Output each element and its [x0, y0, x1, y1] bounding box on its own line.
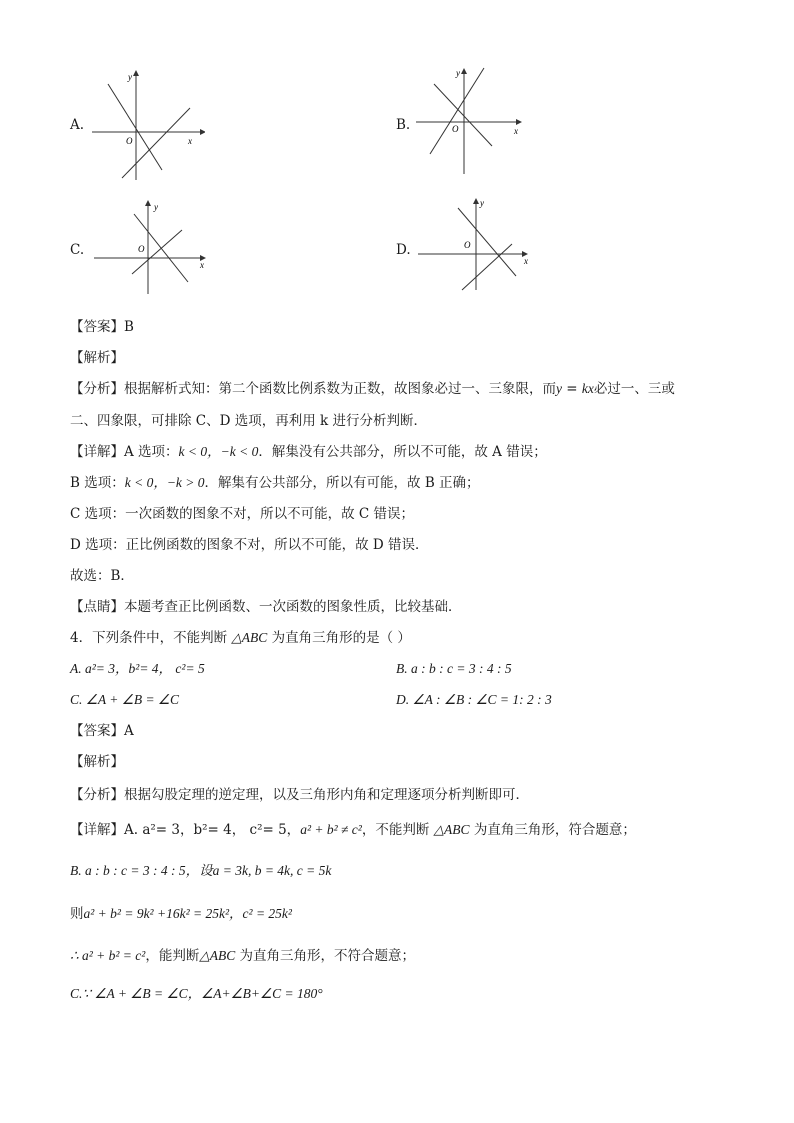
q4-option-b: B. a : b : c = 3 : 4 : 5: [396, 661, 512, 676]
q3-fenxi-line1: 【分析】根据解析式知：第二个函数比例系数为正数，故图象必过一、三象限，而y = kx必过一、三或: [70, 381, 675, 397]
axis-y-label: y: [128, 72, 132, 82]
q4-option-d: D. ∠A : ∠B : ∠C = 1: 2 : 3: [396, 692, 552, 707]
q4-detail-b3: ∴ a² + b² = c²，能判断△ABC 为直角三角形，不符合题意；: [70, 948, 416, 964]
graph-c: [92, 198, 212, 298]
origin-label: O: [464, 240, 471, 250]
q4-detail-b2: 则a² + b² = 9k² +16k² = 25k²，c² = 25k²: [70, 906, 292, 922]
axis-x-label: x: [524, 256, 528, 266]
q4-detail-a: 【详解】A. a²= 3，b²= 4， c²= 5，a² + b² ≠ c²，不能判断 △ABC 为直角三角形，符合题意；: [70, 822, 636, 838]
q4-stem: 4．下列条件中，不能判断 △ABC 为直角三角形的是（ ）: [70, 630, 411, 646]
q3-fenxi-line2: 二、四象限，可排除 C、D 选项，再利用 k 进行分析判断．: [70, 413, 427, 429]
axis-y-label: y: [154, 202, 158, 212]
q4-fenxi: 【分析】根据勾股定理的逆定理，以及三角形内角和定理逐项分析判断即可．: [70, 787, 529, 803]
q3-comment: 【点睛】本题考查正比例函数、一次函数的图象性质，比较基础．: [70, 599, 462, 615]
q3-detail-a: 【详解】A 选项：k < 0，−k < 0．解集没有公共部分，所以不可能，故 A 错误；: [70, 444, 547, 460]
axis-x-label: x: [514, 126, 518, 136]
q4-analysis-heading: 【解析】: [70, 754, 124, 770]
option-a-label: A.: [70, 117, 85, 133]
q3-answer: 【答案】B: [70, 319, 134, 335]
axis-y-label: y: [456, 68, 460, 78]
q4-detail-c: C.∵ ∠A + ∠B = ∠C，∠A+∠B+∠C = 180°: [70, 986, 323, 1001]
origin-label: O: [452, 124, 459, 134]
graph-a: [90, 70, 205, 185]
axis-x-label: x: [200, 260, 204, 270]
q4-option-c: C. ∠A + ∠B = ∠C: [70, 692, 180, 707]
q4-detail-b1: B. a : b : c = 3 : 4 : 5，设a = 3k, b = 4k, c = 5k: [70, 863, 332, 878]
graph-d: [416, 196, 534, 296]
option-d-label: D.: [396, 242, 411, 258]
axis-y-label: y: [480, 198, 484, 208]
option-b-label: B.: [396, 117, 411, 133]
graph-b: [412, 62, 527, 177]
q4-answer: 【答案】A: [70, 723, 134, 739]
origin-label: O: [138, 244, 145, 254]
q3-choice: 故选：B．: [70, 568, 134, 584]
option-c-label: C.: [70, 242, 85, 258]
origin-label: O: [126, 136, 133, 146]
q3-detail-d: D 选项：正比例函数的图象不对，所以不可能，故 D 错误．: [70, 537, 429, 553]
q3-detail-c: C 选项：一次函数的图象不对，所以不可能，故 C 错误；: [70, 506, 415, 522]
q3-detail-b: B 选项：k < 0，−k > 0．解集有公共部分，所以有可能，故 B 正确；: [70, 475, 480, 491]
q4-option-a: A. a²= 3，b²= 4， c²= 5: [70, 661, 205, 676]
axis-x-label: x: [188, 136, 192, 146]
q3-analysis-heading: 【解析】: [70, 350, 124, 366]
